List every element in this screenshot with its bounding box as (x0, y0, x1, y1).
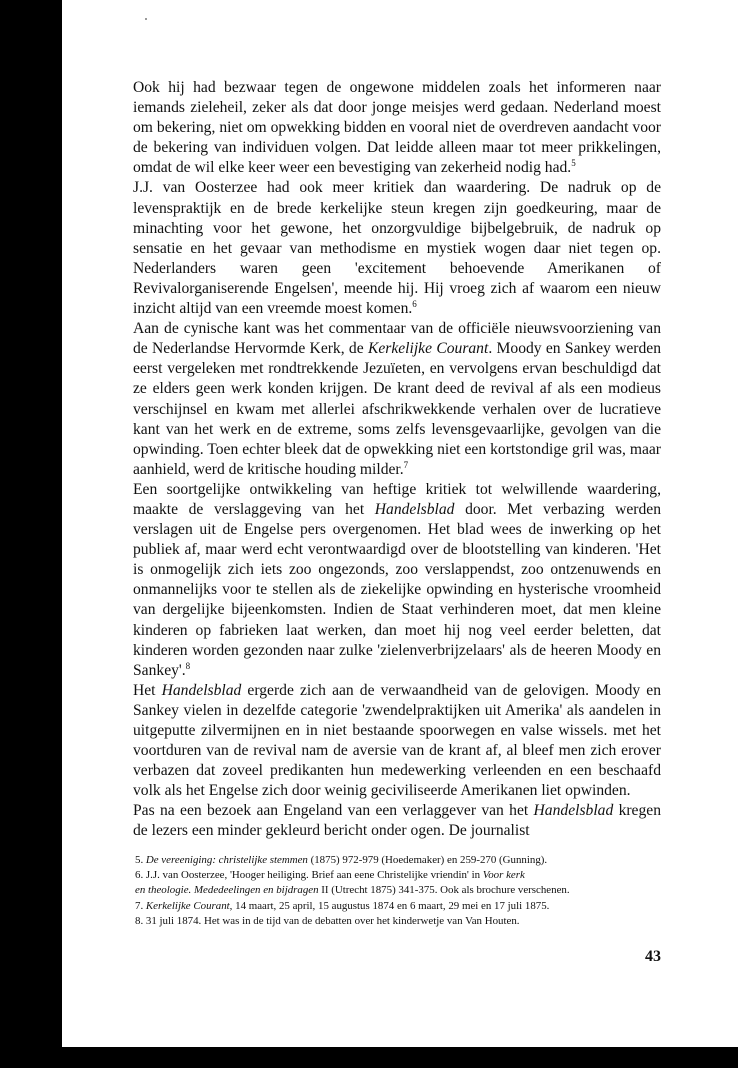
footnote-line (135, 868, 661, 883)
text-run: Ook hij had bezwaar tegen de ongewone middelen zoals het informeren naar iemands zieleheil, zeker als dat door jonge meisjes werd gedaan. Nederland moest om bekering, niet om opwekking bidden en vooral niet de overdreven aandacht voor de bekering van individuen volgen. Dat leidde alleen maar tot meer prikkelingen, omdat de wil elke keer weer een bevestiging van zekerheid nodig had. (133, 79, 661, 177)
text-run: Pas na een bezoek aan Engeland van een verlaggever van het (133, 802, 534, 820)
scan-speck (145, 18, 147, 20)
text-run: 7. (135, 899, 146, 912)
italic-text: Kerkelijke Courant (367, 340, 489, 358)
text-run: Het (133, 681, 162, 699)
paragraph (133, 480, 661, 681)
footnote-line (135, 853, 661, 868)
text-run: (1875) 972-979 (Hoedemaker) en 259-270 (Gunning). (307, 854, 548, 866)
italic-text: De vereeniging: christelijke stemmen (145, 854, 308, 866)
paragraph (133, 801, 661, 841)
text-run: 8. 31 juli 1874. Het was in de tijd van de debatten over het kinderwetje van Van Houten. (135, 914, 520, 927)
text-run: . Moody en Sankey werden eerst vergeleken met rondtrekkende Jezuïeten, en vervolgens ervan beschuldigd dat ze elders geen werk konden krijgen. De krant deed de revival af als een modieus verschijnsel en kwam met allerlei afschrikwekkende verhalen over de lucratieve kant van het werk en de extreme, soms zelfs levensgevaarlijke, gevolgen van die opwinding. Toen echter bleek dat de opwekking niet een kortstondige gril was, maar aanhield, werd de kritische houding milder. (133, 340, 661, 478)
paragraph (133, 78, 661, 178)
text-run: ergerde zich aan de verwaandheid van de gelovigen. Moody en Sankey vielen in dezelfde categorie 'zwendelpraktijken uit Amerika' als aandelen in uitgeputte zilvermijnen en in niet bestaande spoorwegen en valse wissels. met het voortduren van de revival nam de aversie van de krant af, al bleef men zich erover verbazen dat zoveel predikanten hun medewerking verleenden en een beschaafd volk als het Engelse zich door weinig geciviliseerde Amerikanen liet opwinden. (133, 681, 661, 800)
paragraph (133, 681, 661, 802)
text-run: J.J. van Oosterzee had ook meer kritiek dan waardering. De nadruk op de levenspraktijk en de brede kerkelijke steun kregen zijn goedkeuring, maar de minachting voor het gewone, het onzorgvuldige bijbelgebruik, de nadruk op sensatie en het gevaar van methodisme en mystiek wogen daar niet tegen op. Nederlanders waren geen 'excitement behoevende Amerikanen of Revivalorganiserende Engelsen', meende hij. Hij vroeg zich af waarom een nieuw inzicht altijd van een vreemde moest komen. (133, 179, 661, 318)
text-run: Een soortgelijke ontwikkeling van heftige kritiek tot welwillende waardering, maakte de verslaggeving van het (133, 480, 661, 518)
scan-left-border (0, 0, 62, 1068)
footnote-reference: 5 (571, 158, 576, 169)
text-run: II (Utrecht 1875) 341-375. Ook als brochure verschenen. (318, 884, 570, 897)
scan-bottom-border (0, 1047, 738, 1068)
footnote-line (135, 899, 661, 914)
text-run: door. Met verbazing werden verslagen uit de Engelse pers overgenomen. Het blad wees de inwerking op het publiek af, maar werd echt verontwaardigd over de blootstelling van kinderen. 'Het is onmogelijk zich iets zoo ongezonds, zoo verslappendst, zoo ontzenuwends en onmannelijks voor te stellen als de ziekelijke opwinding en hysterische vroomheid van dergelijke bijeenkomsten. Indien de Staat verhinderen moet, dat men kleine kinderen op fabrieken laat werken, dan moet hij nog veel eerder beletten, dat kinderen worden gezonden naar zulke 'zielenverbrijzelaars' als de heeren Moody en Sankey'. (133, 500, 661, 679)
italic-text: Handelsblad (374, 500, 455, 518)
text-run: Aan de cynische kant was het commentaar van de officiële nieuwsvoorziening van de Nederlandse Hervormde Kerk, de (133, 320, 661, 358)
italic-text: Handelsblad (533, 802, 614, 820)
footnote-reference: 7 (403, 459, 409, 470)
footnote-line (135, 914, 661, 929)
footnote-reference: 6 (412, 299, 417, 310)
footnote-line (135, 883, 661, 898)
text-run: kregen de lezers een minder gekleurd bericht onder ogen. De journalist (133, 802, 661, 840)
italic-text: en theologie. Mededeelingen en bijdragen (135, 884, 319, 897)
italic-text: Kerkelijke Courant, (145, 899, 233, 912)
text-run: 14 maart, 25 april, 15 augustus 1874 en 6 maart, 29 mei en 17 juli 1875. (232, 899, 550, 912)
text-run: 6. J.J. van Oosterzee, 'Hooger heiliging. Brief aan eene Christelijke vriendin' in (135, 869, 483, 882)
footnotes (135, 853, 661, 929)
paragraph (133, 178, 661, 319)
page-number: 43 (645, 948, 661, 965)
footnote-reference: 8 (185, 660, 191, 671)
text-run: 5. (135, 854, 146, 866)
italic-text: Voor kerk (482, 869, 525, 882)
body-text (133, 78, 661, 842)
paragraph (133, 319, 661, 480)
italic-text: Handelsblad (161, 681, 242, 699)
